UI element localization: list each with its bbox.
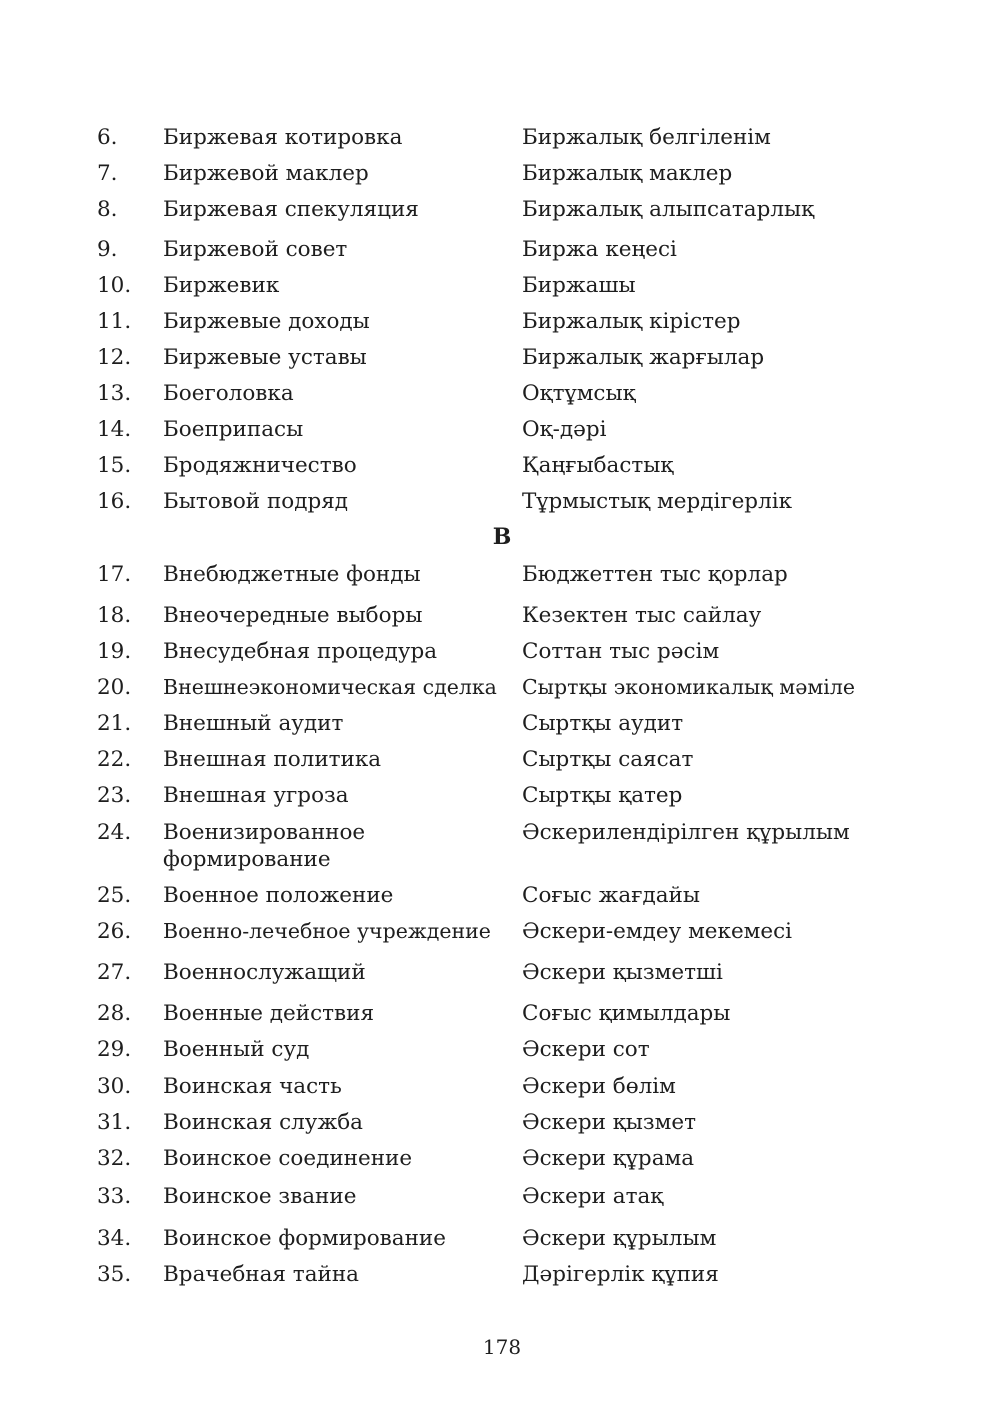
entry-kazakh-term: Бюджеттен тыс қорлар [522, 562, 788, 587]
entry-kazakh-term: Соғыс қимылдары [522, 1001, 731, 1026]
entry-kazakh-term: Соттан тыс рәсім [522, 639, 720, 664]
entry-kazakh-term: Биржалық кірістер [522, 309, 741, 334]
entry-russian-term: Внешная угроза [163, 783, 349, 808]
entry-russian-term: Военнослужащий [163, 960, 366, 985]
entry-kazakh-term: Әскери құрама [522, 1146, 695, 1171]
entry-kazakh-term: Биржалық жарғылар [522, 345, 765, 370]
entry-kazakh-term: Биржа кеңесі [522, 237, 677, 262]
entry-russian-term: Воинская часть [163, 1074, 342, 1099]
entry-number: 17. [97, 562, 132, 587]
entry-number: 12. [97, 345, 132, 370]
entry-russian-term: Боеприпасы [163, 417, 304, 442]
entry-russian-term: Биржевая спекуляция [163, 197, 419, 222]
section-letter-heading: В [492, 524, 512, 550]
entry-russian-term: Биржевой маклер [163, 161, 369, 186]
entry-russian-term: Внешная политика [163, 747, 382, 772]
entry-kazakh-term: Әскери қызметші [522, 960, 723, 985]
entry-russian-term: Биржевые уставы [163, 345, 367, 370]
entry-russian-term: Внесудебная процедура [163, 639, 438, 664]
entry-russian-term: Военные действия [163, 1001, 375, 1026]
entry-number: 15. [97, 453, 132, 478]
entry-number: 11. [97, 309, 132, 334]
entry-kazakh-term: Биржалық белгіленім [522, 125, 771, 150]
entry-number: 19. [97, 639, 132, 664]
entry-number: 29. [97, 1037, 132, 1062]
entry-kazakh-term: Қаңғыбастық [522, 453, 674, 478]
entry-kazakh-term: Әскери құрылым [522, 1226, 717, 1251]
entry-number: 28. [97, 1001, 132, 1026]
entry-russian-term: Военизированное [163, 820, 366, 845]
entry-kazakh-term: Дәрігерлік құпия [522, 1262, 719, 1287]
entry-russian-term: Воинское звание [163, 1184, 357, 1209]
entry-number: 14. [97, 417, 132, 442]
entry-number: 7. [97, 161, 118, 186]
entry-number: 16. [97, 489, 132, 514]
entry-russian-term: Внешный аудит [163, 711, 344, 736]
entry-russian-term: Биржевой совет [163, 237, 348, 262]
entry-russian-term: Бродяжничество [163, 453, 357, 478]
entry-kazakh-term: Әскери атақ [522, 1184, 664, 1209]
entry-russian-term: Военный суд [163, 1037, 310, 1062]
entry-kazakh-term: Әскери қызмет [522, 1110, 696, 1135]
entry-number: 18. [97, 603, 132, 628]
entry-number: 10. [97, 273, 132, 298]
entry-kazakh-term: Сыртқы экономикалық мәміле [522, 675, 856, 699]
entry-number: 22. [97, 747, 132, 772]
entry-russian-term: Врачебная тайна [163, 1262, 359, 1287]
entry-russian-term: Военное положение [163, 883, 394, 908]
entry-number: 8. [97, 197, 118, 222]
entry-number: 30. [97, 1074, 132, 1099]
entry-number: 20. [97, 675, 132, 700]
entry-number: 24. [97, 820, 132, 845]
entry-russian-term: Военно-лечебное учреждение [163, 919, 491, 943]
entry-kazakh-term: Оқ-дәрі [522, 417, 607, 442]
entry-russian-term: Боеголовка [163, 381, 294, 406]
entry-kazakh-term: Сыртқы аудит [522, 711, 684, 736]
entry-kazakh-term: Әскери-емдеу мекемесі [522, 919, 793, 944]
entry-number: 35. [97, 1262, 132, 1287]
entry-russian-term: Биржевая котировка [163, 125, 403, 150]
entry-number: 33. [97, 1184, 132, 1209]
entry-kazakh-term: Соғыс жағдайы [522, 883, 700, 908]
entry-russian-term-continued: формирование [163, 847, 331, 872]
entry-russian-term: Внебюджетные фонды [163, 562, 421, 587]
page-number: 178 [482, 1335, 522, 1359]
entry-number: 25. [97, 883, 132, 908]
entry-kazakh-term: Сыртқы саясат [522, 747, 694, 772]
entry-kazakh-term: Әскери бөлім [522, 1074, 676, 1099]
entry-russian-term: Воинское формирование [163, 1226, 446, 1251]
entry-russian-term: Бытовой подряд [163, 489, 349, 514]
entry-kazakh-term: Биржалық алыпсатарлық [522, 197, 815, 222]
entry-kazakh-term: Кезектен тыс сайлау [522, 603, 762, 628]
entry-number: 13. [97, 381, 132, 406]
entry-russian-term: Воинское соединение [163, 1146, 413, 1171]
entry-kazakh-term: Әскерилендірілген құрылым [522, 820, 850, 845]
entry-russian-term: Биржевик [163, 273, 280, 298]
entry-kazakh-term: Биржашы [522, 273, 636, 298]
entry-kazakh-term: Әскери сот [522, 1037, 650, 1062]
entry-number: 23. [97, 783, 132, 808]
entry-kazakh-term: Оқтұмсық [522, 381, 636, 406]
entry-russian-term: Внеочередные выборы [163, 603, 423, 628]
entry-number: 26. [97, 919, 132, 944]
entry-russian-term: Внешнеэкономическая сделка [163, 675, 497, 699]
entry-russian-term: Биржевые доходы [163, 309, 370, 334]
entry-number: 32. [97, 1146, 132, 1171]
entry-russian-term: Воинская служба [163, 1110, 363, 1135]
entry-number: 27. [97, 960, 132, 985]
entry-number: 34. [97, 1226, 132, 1251]
entry-number: 21. [97, 711, 132, 736]
entry-number: 31. [97, 1110, 132, 1135]
entry-number: 6. [97, 125, 118, 150]
entry-kazakh-term: Биржалық маклер [522, 161, 733, 186]
entry-kazakh-term: Тұрмыстық мердігерлік [522, 489, 793, 514]
entry-kazakh-term: Сыртқы қатер [522, 783, 683, 808]
entry-number: 9. [97, 237, 118, 262]
